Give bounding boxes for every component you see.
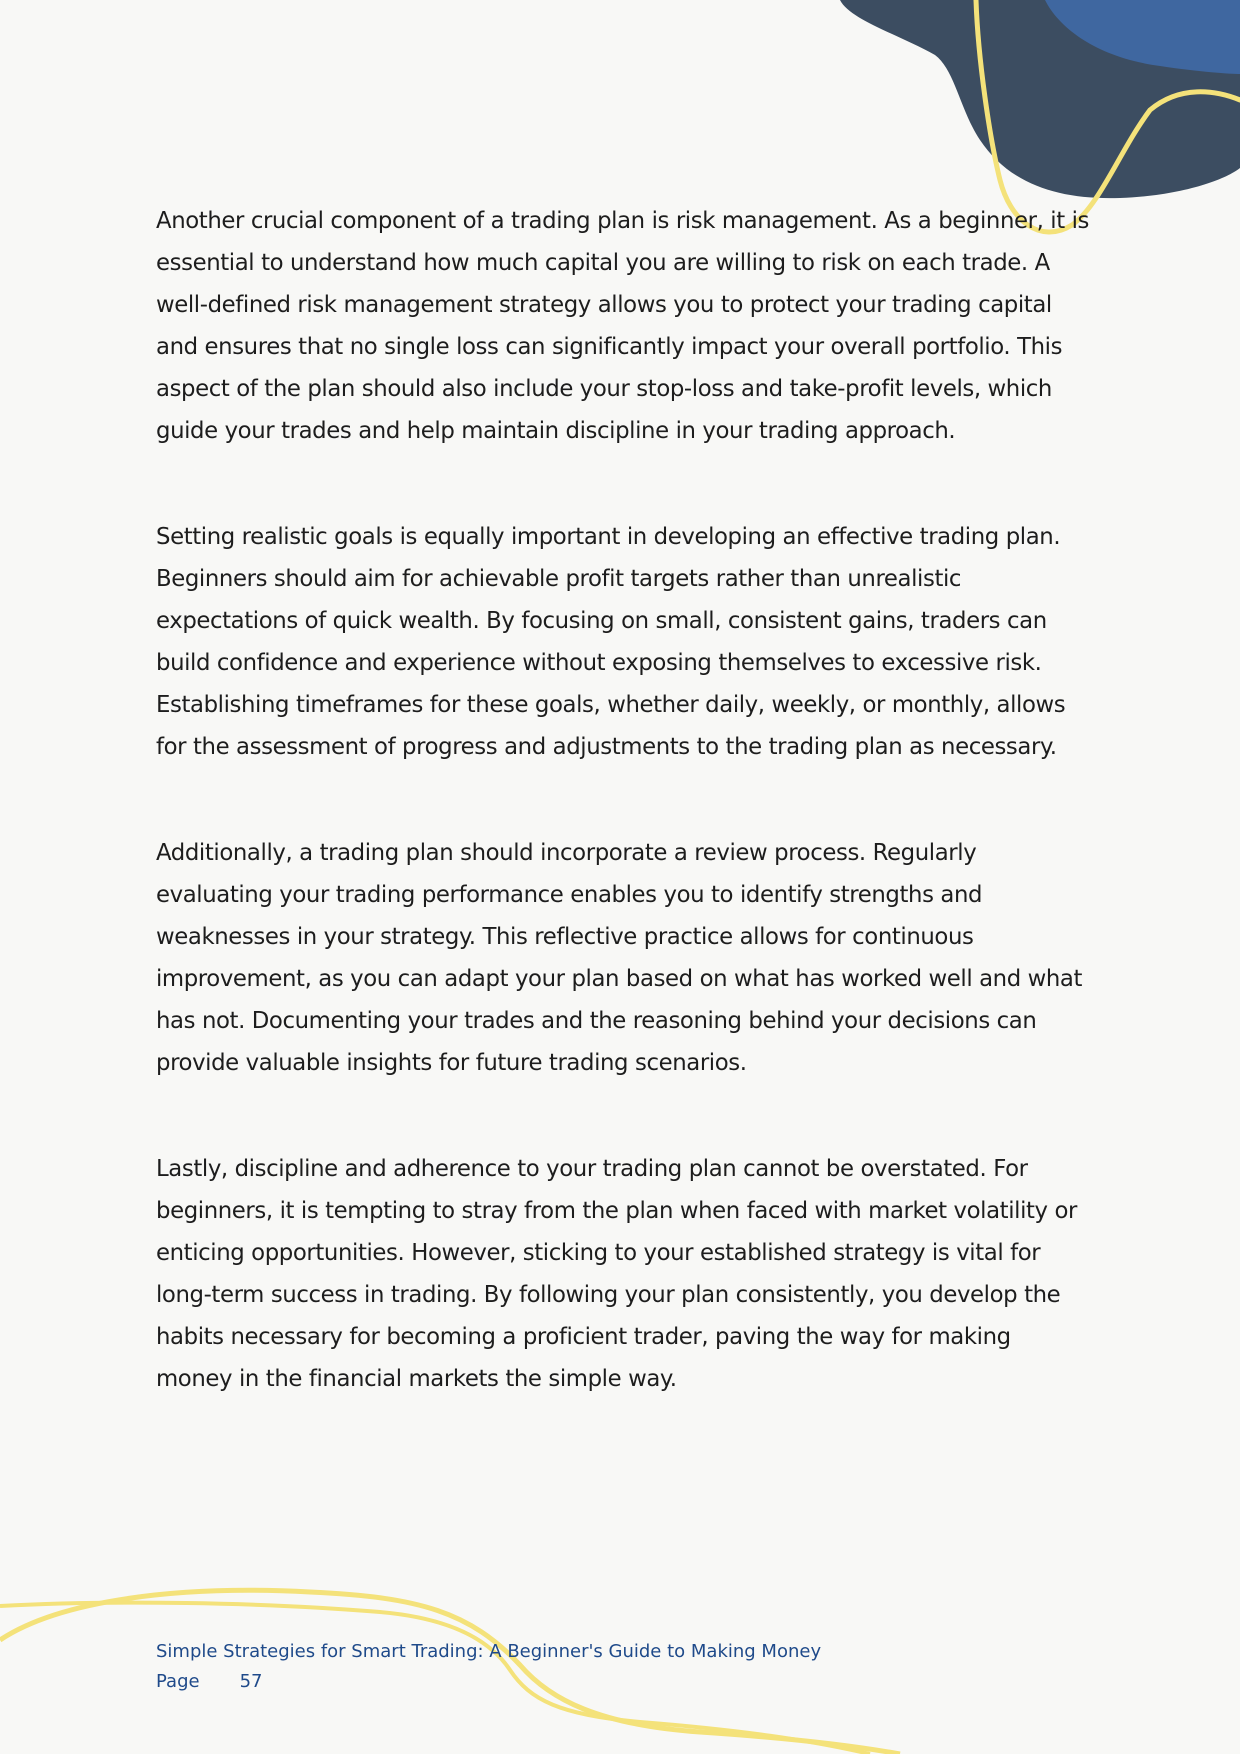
navy-blob-shape	[840, 0, 1240, 198]
page-body	[156, 200, 1091, 1464]
blue-blob-shape	[1045, 0, 1240, 74]
yellow-curve-top	[976, 0, 1240, 232]
paragraph-realistic-goals: Setting realistic goals is equally important in developing an effective trading plan. Beginners should aim for achievable profit targets rather than unrealistic expectations of quick wealth. By focusing on small, consistent gains, traders can build confidence and experience without exposing themselves to excessive risk. Establishing timeframes for these goals, whether daily, weekly, or monthly, allows for the assessment of progress and adjustments to the trading plan as necessary.	[156, 524, 1066, 760]
paragraph-discipline: Lastly, discipline and adherence to your trading plan cannot be overstated. For beginners, it is tempting to stray from the plan when faced with market volatility or enticing opportunities. However, sticking to your established strategy is vital for long-term success in trading. By following your plan consistently, you develop the habits necessary for becoming a proficient trader, paving the way for making money in the financial markets the simple way.	[156, 1156, 1077, 1392]
paragraph-review-process: Additionally, a trading plan should incorporate a review process. Regularly evaluating your trading performance enables you to identify strengths and weaknesses in your strategy. This reflective practice allows for continuous improvement, as you can adapt your plan based on what has worked well and what has not. Documenting your trades and the reasoning behind your decisions can provide valuable insights for future trading scenarios.	[156, 840, 1083, 1076]
book-title: Simple Strategies for Smart Trading: A Beginner's Guide to Making Money	[156, 1641, 822, 1662]
page-indicator	[156, 1670, 821, 1694]
page-label: Page	[156, 1671, 200, 1692]
page-footer	[156, 1640, 821, 1694]
page-number: 57	[239, 1671, 263, 1692]
paragraph-risk-management: Another crucial component of a trading plan is risk management. As a beginner, it is essential to understand how much capital you are willing to risk on each trade. A well-defined risk management strategy allows you to protect your trading capital and ensures that no single loss can significantly impact your overall portfolio. This aspect of the plan should also include your stop-loss and take-profit levels, which guide your trades and help maintain discipline in your trading approach.	[156, 208, 1090, 444]
